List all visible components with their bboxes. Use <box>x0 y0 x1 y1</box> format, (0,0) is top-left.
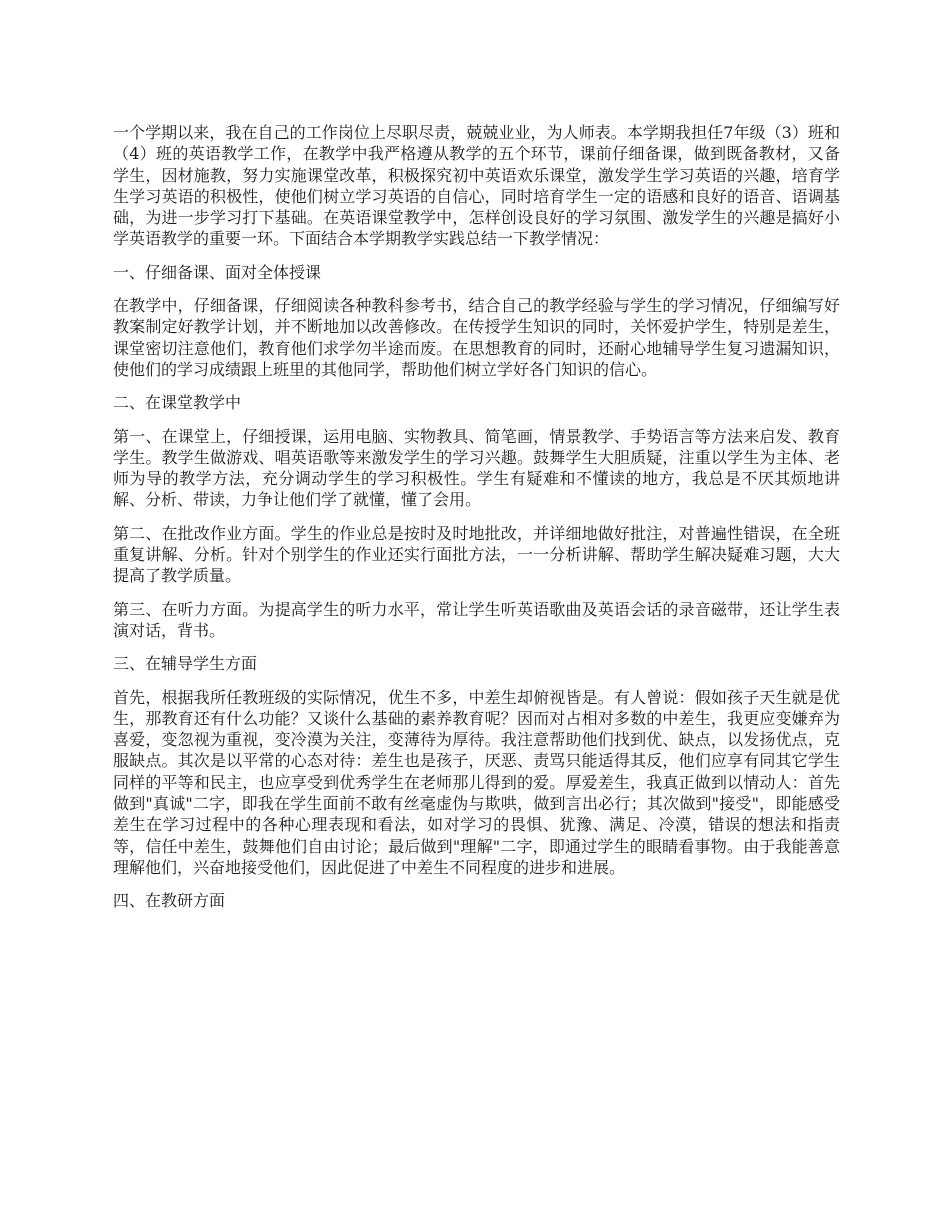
section-3-paragraph: 首先，根据我所任教班级的实际情况，优生不多，中差生却俯视皆是。有人曾说：假如孩子天生就是优生，那教育还有什么功能？又谈什么基础的素养教育呢？因而对占相对多数的中差生，我更应变嫌弃为喜爱，变忽视为重视，变冷漠为关注，变薄待为厚待。我注意帮助他们找到优、缺点，以发扬优点，克服缺点。其次是以平常的心态对待：差生也是孩子，厌恶、责骂只能适得其反，他们应享有同其它学生同样的平等和民主，也应享受到优秀学生在老师那儿得到的爱。厚爱差生，我真正做到以情动人：首先做到"真诚"二字，即我在学生面前不敢有丝毫虚伪与欺哄，做到言出必行；其次做到"接受"，即能感受差生在学习过程中的各种心理表现和看法，如对学习的畏惧、犹豫、满足、冷漠，错误的想法和指责等，信任中差生，鼓舞他们自由讨论；最后做到"理解"二字，即通过学生的眼睛看事物。由于我能善意理解他们，兴奋地接受他们，因此促进了中差生不同程度的进步和进展。 <box>113 687 840 877</box>
intro-paragraph: 一个学期以来，我在自己的工作岗位上尽职尽责，兢兢业业，为人师表。本学期我担任7年级（3）班和（4）班的英语教学工作，在教学中我严格遵从教学的五个环节，课前仔细备课，做到既备教材，又备学生，因材施教，努力实施课堂改革，积极探究初中英语欢乐课堂，激发学生学习英语的兴趣，培育学生学习英语的积极性，使他们树立学习英语的自信心，同时培育学生一定的语感和良好的语音、语调基础，为进一步学习打下基础。在英语课堂教学中，怎样创设良好的学习氛围、激发学生的兴趣是搞好小学英语教学的重要一环。下面结合本学期教学实践总结一下教学情况： <box>113 123 840 249</box>
section-1-paragraph: 在教学中，仔细备课，仔细阅读各种教科参考书，结合自己的教学经验与学生的学习情况，仔细编写好教案制定好教学计划，并不断地加以改善修改。在传授学生知识的同时，关怀爱护学生，特别是差生，课堂密切注意他们，教育他们求学勿半途而废。在思想教育的同时，还耐心地辅导学生复习遗漏知识，使他们的学习成绩跟上班里的其他同学，帮助他们树立学好各门知识的信心。 <box>113 296 840 379</box>
section-2-paragraph-1: 第一、在课堂上，仔细授课，运用电脑、实物教具、简笔画，情景教学、手势语言等方法来启发、教育学生。教学生做游戏、唱英语歌等来激发学生的学习兴趣。鼓舞学生大胆质疑，注重以学生为主体、老师为导的教学方法，充分调动学生的学习积极性。学生有疑难和不懂读的地方，我总是不厌其烦地讲解、分析、带读，力争让他们学了就懂，懂了会用。 <box>113 426 840 510</box>
section-heading-3: 三、在辅导学生方面 <box>113 654 258 674</box>
section-heading-4: 四、在教研方面 <box>113 891 226 911</box>
section-2-paragraph-2: 第二、在批改作业方面。学生的作业总是按时及时地批改，并详细地做好批注，对普遍性错误，在全班重复讲解、分析。针对个别学生的作业还实行面批方法，一一分析讲解、帮助学生解决疑难习题，大大提高了教学质量。 <box>113 523 840 586</box>
section-heading-2: 二、在课堂教学中 <box>113 393 242 413</box>
section-2-paragraph-3: 第三、在听力方面。为提高学生的听力水平，常让学生听英语歌曲及英语会话的录音磁带，还让学生表演对话，背书。 <box>113 599 840 640</box>
document-body <box>113 122 840 924</box>
section-heading-1: 一、仔细备课、面对全体授课 <box>113 262 322 282</box>
